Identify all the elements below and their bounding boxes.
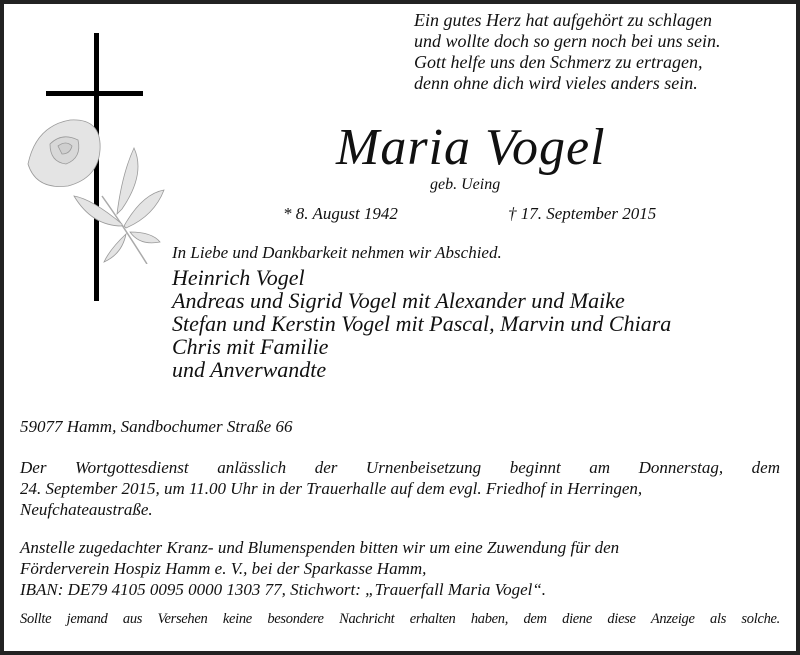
- family-member: Chris mit Familie: [172, 334, 329, 359]
- footer-note: Sollte jemand aus Versehen keine besondere Nachricht erhalten haben, dem diene diese Anzeige als solche.: [20, 611, 780, 627]
- poem-line: denn ohne dich wird vieles anders sein.: [414, 73, 698, 93]
- donation-line: Anstelle zugedachter Kranz- und Blumenspenden bitten wir um eine Zuwendung für den: [20, 538, 620, 557]
- family-list: [172, 266, 671, 381]
- poem: [414, 10, 720, 94]
- service-paragraph: [20, 457, 780, 520]
- poem-line: Gott helfe uns den Schmerz zu ertragen,: [414, 52, 703, 72]
- cross-icon-bar: [46, 91, 143, 96]
- maiden-name: geb. Ueing: [430, 176, 501, 193]
- donation-line: IBAN: DE79 4105 0095 0000 1303 77, Stichwort: „Trauerfall Maria Vogel“.: [20, 580, 547, 599]
- family-member: Stefan und Kerstin Vogel mit Pascal, Marvin und Chiara: [172, 311, 672, 336]
- address: 59077 Hamm, Sandbochumer Straße 66: [20, 417, 293, 436]
- birth-date: * 8. August 1942: [283, 204, 398, 223]
- death-date: † 17. September 2015: [508, 204, 657, 223]
- donation-line: Förderverein Hospiz Hamm e. V., bei der Sparkasse Hamm,: [20, 559, 427, 578]
- family-member: und Anverwandte: [172, 357, 327, 382]
- poem-line: und wollte doch so gern noch bei uns sein.: [414, 31, 721, 51]
- donation-paragraph: [20, 537, 780, 600]
- poem-line: Ein gutes Herz hat aufgehört zu schlagen: [414, 10, 712, 30]
- rose-icon: [22, 114, 167, 264]
- service-line: Neufchateaustraße.: [20, 500, 153, 519]
- farewell-text: In Liebe und Dankbarkeit nehmen wir Abschied.: [172, 243, 502, 262]
- deceased-name: Maria Vogel: [336, 119, 606, 176]
- service-line: Der Wortgottesdienst anlässlich der Urnenbeisetzung beginnt am Donnerstag, dem: [20, 458, 780, 477]
- family-member: Heinrich Vogel: [172, 265, 305, 290]
- service-line: 24. September 2015, um 11.00 Uhr in der Trauerhalle auf dem evgl. Friedhof in Herringen,: [20, 479, 643, 498]
- family-member: Andreas und Sigrid Vogel mit Alexander und Maike: [172, 288, 625, 313]
